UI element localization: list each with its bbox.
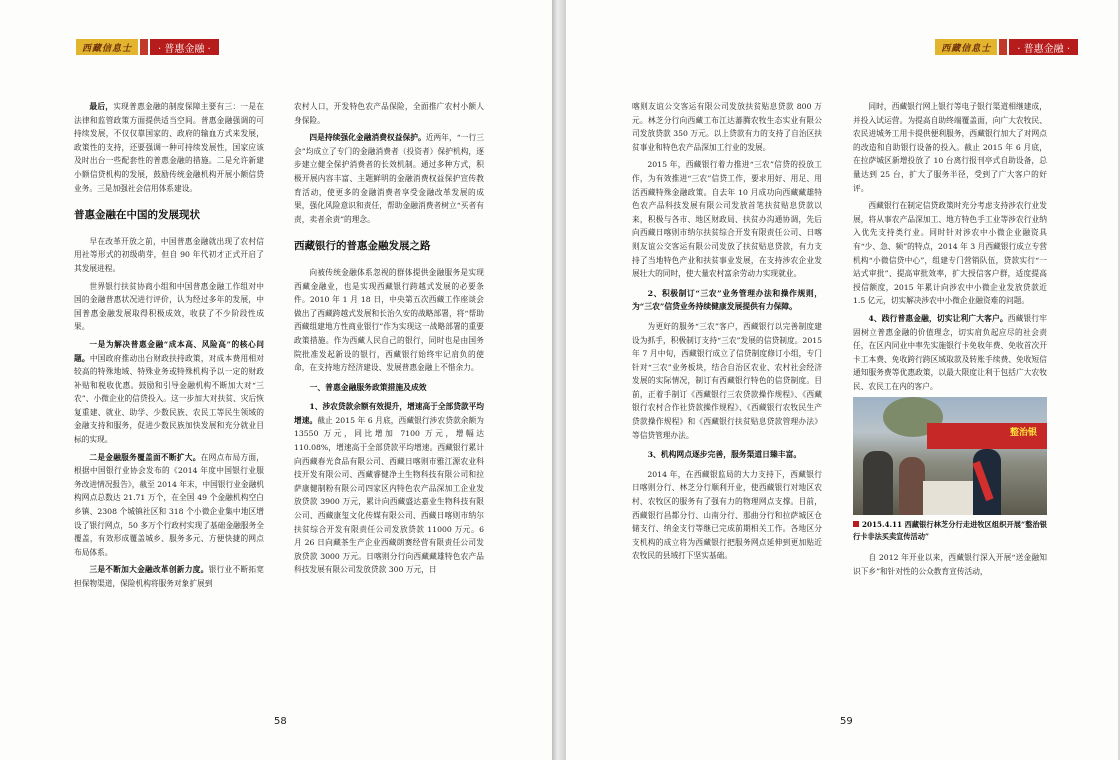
section-tag: · 普惠金融 · <box>1009 39 1078 55</box>
photo-caption: 2015.4.11 西藏银行林芝分行走进牧区组织开展“整治银行卡非法买卖宣传活动” <box>853 520 1047 542</box>
paragraph: 为更好的服务“三农”客户，西藏银行以完善制度建设为抓手，积极制订支持“三农”发展的信贷制度。2015 年 7 月中旬，西藏银行成立了信贷制度修订小组，专门针对“三农”业务板块，结合自治区农业、农村社会经济发展的实际情况，制订有西藏银行特色的信贷制度。目前，正着手制订《西藏银行三农贷款操作规程》、《西藏银行农村合作社贷款操作规程》、《西藏银行农牧民生产贷款操作规程》和《西藏银行扶贫贴息贷款管理办法》等信贷管理办法。 <box>632 321 822 440</box>
paragraph: 世界银行扶贫协商小组和中国普惠金融工作组对中国的金融普惠状况进行评价，认为经过多年的发展，中国普惠金融发展取得积极成效，收获了不少阶段性成果。 <box>74 281 264 332</box>
logo-seal <box>999 39 1007 55</box>
section-heading: 西藏银行的普惠金融发展之路 <box>294 240 431 253</box>
paragraph: 西藏银行在制定信贷政策时充分考虑支持涉农行业发展，将从事农产品深加工、地方特色手工业等涉农行业纳入优先支持类行业。同时针对涉农中小微企业融资具有“少、急、频”的特点，2014 年 3 月西藏银行成立专营机构“小微信贷中心”，组建专门营销队伍，贷款实行“一站式审批”、提高审批效率，扩大授信客户群，适度提高授信额度，2015 年累计向涉农中小微企业发放贷款近 1.5 亿元，切实解决涉农中小微企业融资难的问题。 <box>853 201 1047 306</box>
paragraph: 2015 年，西藏银行着力推进“三农”信贷的投放工作，为有效推进“三农”信贷工作，要求用好、用足、用活西藏特殊金融政策。自去年 10 月成功向西藏藏雄特色农产品科技发展有限公司发放首笔扶贫贴息贷款以来，积极与各市、地区财政局、扶贫办沟通协调，先后向西藏日喀则市纳尔扶贫综合开发有限责任公司、日喀则友谊公交客运有限公司发放了扶贫贴息贷款，有力支持了当地特色产业和扶贫事业发展，在支持涉农企业发展壮大的同时，使大量农村富余劳动力实现就业。 <box>632 160 822 279</box>
page-header <box>935 36 1078 58</box>
magazine-logo: 西藏信息士 <box>76 39 138 55</box>
event-photo <box>853 397 1047 515</box>
photo-table <box>923 481 979 515</box>
photo-person <box>863 451 893 515</box>
left-column-1 <box>74 100 264 595</box>
paragraph: 最后，实现普惠金融的制度保障主要有三：一是在法律和监管政策方面提供适当空间。普惠金融强调的可持续发展，不仅仅靠国家的、政府的输血方式来发展，政策性的支持，还要强调一种可持续发展性，国家应该及时出台一些配套性的普惠金融的措施。二是允许新建小额信贷机构的发展，鼓励传统金融机构开展小额信贷业务。三是加强社会信用体系建设。 <box>74 102 264 193</box>
paragraph: 四是持续强化金融消费权益保护。近两年，“一行三会”均成立了专门的金融消费者（投资者）保护机构，逐步建立健全保护消费者的长效机制。通过多种方式，积极开展内容丰富、主题鲜明的金融消费权益保护宣传教育活动，使更多的金融消费者享受金融改革发展的成果，强化风险意识和责任，帮助金融消费者树立“买者有责，卖者余责”的理念。 <box>294 133 484 224</box>
paragraph: 喀则友谊公交客运有限公司发放扶贫贴息贷款 800 万元。林芝分行向西藏工布江达蕃腾农牧生态实业有限公司发放贷款 350 万元。以上贷款有力的支持了自治区扶贫事业和特色农产品深加工行业的发展。 <box>632 102 822 152</box>
subsection-heading: 2、积极制订“三农”业务管理办法和操作规则，为“三农”信贷业务持续健康发展提供有力保障。 <box>632 288 822 312</box>
section-tag: · 普惠金融 · <box>150 39 219 55</box>
section-heading: 普惠金融在中国的发展现状 <box>74 209 200 222</box>
paragraph: 自 2012 年开业以来，西藏银行深入开展“送金融知识下乡”和针对性的公众教育宣传活动， <box>853 553 1047 577</box>
subsection-heading: 3、机构网点逐步完善，服务渠道日臻丰富。 <box>647 450 802 460</box>
paragraph: 二是金融服务覆盖面不断扩大。在网点布局方面，根据中国银行业协会发布的《2014 年度中国银行业服务改进情况报告》，截至 2014 年末，中国银行业金融机构网点总数达 21.71 万个，在全国 49 个金融机构空白乡镇、2308 个城镇社区和 318 个小微企业集中地区增设了银行网点，50 多万个行政村实现了基础金融服务全覆盖，有效形成覆盖城乡、服务多元、方便快捷的网点布局体系。 <box>74 452 264 557</box>
logo-seal <box>140 39 148 55</box>
right-column-2 <box>853 100 1047 583</box>
page-header <box>76 36 219 58</box>
page-number: 58 <box>274 716 287 727</box>
right-page <box>566 0 1118 760</box>
paragraph: 一是为解决普惠金融“成本高、风险高”的核心问题。中国政府推动出台财政扶持政策，对成本费用相对较高的特殊地域、特殊业务或特殊机构予以一定的财政补贴和税收优惠。鼓励和引导金融机构不断加大对“三农”、小微企业的信贷投入。这一步加大对扶贫、灾后恢复重建、就业、助学、少数民族、农民工等民生领域的金融支持和服务，促进少数民族加快发展和充分就业目标的实现。 <box>74 339 264 445</box>
paragraph: 农村人口，开发特色农产品保险，全面推广农村小额人身保险。 <box>294 102 484 125</box>
caption-marker-icon <box>853 521 859 527</box>
paragraph: 4、践行普惠金融，切实让利广大客户。西藏银行牢固树立普惠金融的价值理念，切实肩负起应尽的社会责任，在区内同业中率先实施银行卡免收年费、免收首次开卡工本费、免收跨行跨区域取款及转账手续费、免收短信通知服务费等优惠政策，以最大限度让利于包括广大农牧民、农民工在内的客户。 <box>853 313 1047 391</box>
paragraph: 早在改革开放之前，中国普惠金融就出现了农村信用社等形式的初级萌芽，但自 90 年代初才正式开启了其发展进程。 <box>74 236 264 273</box>
page-number: 59 <box>840 716 853 727</box>
subsection-heading: 一、普惠金融服务政策措施及成效 <box>309 382 427 392</box>
paragraph: 向被传统金融体系忽视的群体提供金融服务是实现西藏金融业，也是实现西藏银行跨越式发展的必要条件。2010 年 1 月 18 日，中央第五次西藏工作座谈会做出了西藏跨越式发展和长治久安的战略部署，将“帮助西藏组建地方性商业银行”作为实现这一战略部署的重要政策措施。作为西藏人民自己的银行，同时也是由国务院批准发起新设的银行，西藏银行始终牢记肩负的使命，在支持地方经济建设、发展普惠金融上不惜余力。 <box>294 267 484 373</box>
left-page <box>0 0 552 760</box>
photo-person <box>899 457 925 515</box>
paragraph: 2014 年，在西藏银监局的大力支持下，西藏银行日喀则分行、林芝分行顺利开业，使西藏银行对地区农村、农牧区的服务有了强有力的物理网点支撑。目前，西藏银行昌都分行、山南分行、那曲分行和拉萨城区仓储支行、纳金支行等继已完成前期相关工作。各地区分支机构的成立将为西藏银行把服务网点延伸到更加贴近农牧民的县域打下坚实基础。 <box>632 469 822 561</box>
right-column-1 <box>632 100 822 567</box>
photo-banner-text: 整治银 <box>1009 428 1037 439</box>
magazine-logo: 西藏信息士 <box>935 39 997 55</box>
spine-gutter <box>552 0 566 760</box>
paragraph: 三是不断加大金融改革创新力度。银行业不断拓宽担保物渠道，保险机构将服务对象扩展到 <box>74 565 264 588</box>
left-column-2 <box>294 100 484 581</box>
paragraph: 1、涉农贷款余额有效提升，增速高于全部贷款平均增速。截止 2015 年 6 月底，西藏银行涉农贷款余额为 13550 万元，同比增加 7100 万元，增幅达 110.08%，增速高于全部贷款平均增速。西藏银行累计向西藏春光食品有限公司、西藏日喀则市雅江源农业科技开发有限公司、西藏睿健净土生物科技有限公司和拉萨康健制粉有限公司四家区内特色农产品深加工企业发放贷款 3900 万元，累计向西藏盛达嘉业生物科技有限公司、西藏康玺文化传媒有限公司、西藏日喀则市纳尔扶贫综合开发有限责任公司发放贷款 11000 万元。6 月 26 日向藏茶生产企业西藏朗赛经营有限责任公司发放贷款 3000 万元。日喀则分行向西藏藏雄特色农产品科技发展有限公司发放贷款 300 万元，日 <box>294 402 484 575</box>
paragraph: 同时，西藏银行网上银行等电子银行渠道相继建成，并投入试运营。为提高自助终端覆盖面，向广大农牧民、农民进城务工用卡提供便利服务，西藏银行加大了对网点的改造和自助银行设备的投入。截止 2015 年 6 月底，在拉萨城区新增投放了 10 台离行报刊亭式自助设备，总量达到 25 台，扩大了服务半径，受到了广大客户的好评。 <box>853 102 1047 193</box>
